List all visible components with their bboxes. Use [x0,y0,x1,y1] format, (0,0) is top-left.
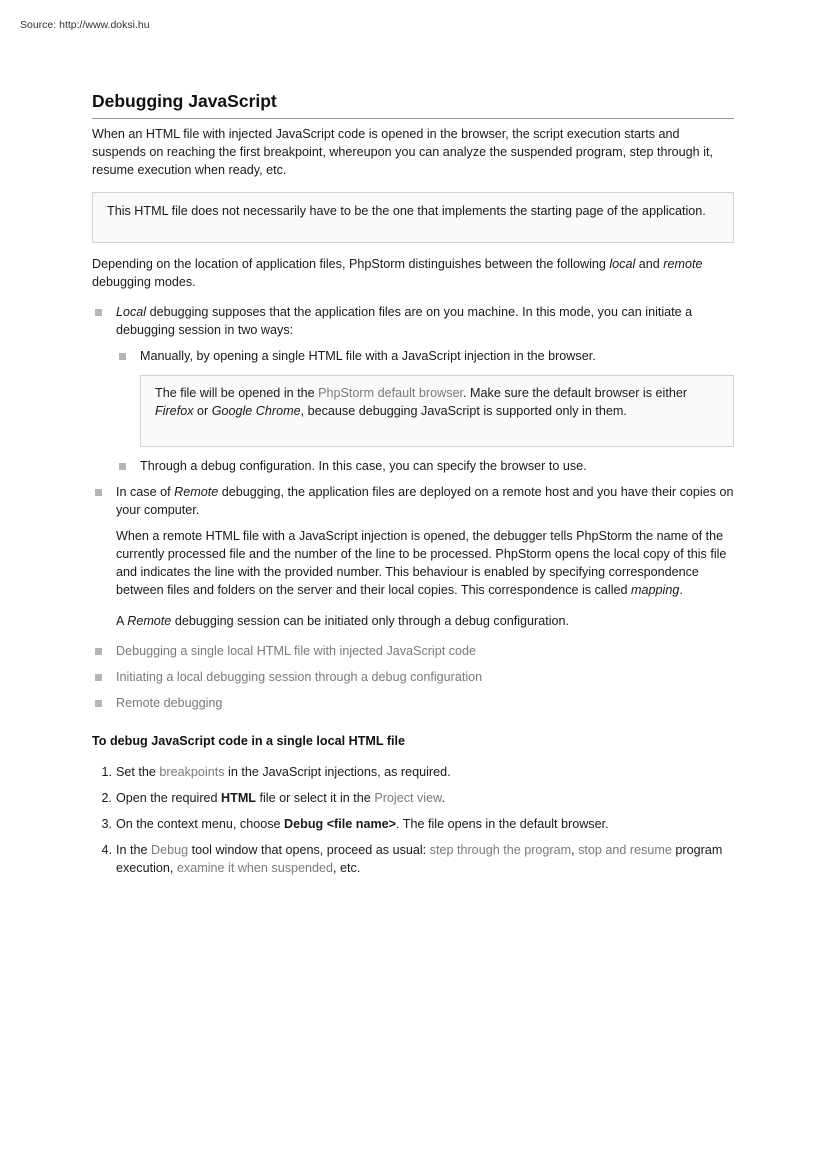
step-text: program execution, [116,843,723,875]
document-page [92,90,734,885]
source-caption: Source: http://www.doksi.hu [20,19,150,31]
procedure-heading: To debug JavaScript code in a single local HTML file [92,734,406,748]
browser-note-box [140,375,734,447]
step-text: On the context menu, choose [116,817,285,831]
step-text: file or select it in the [256,791,375,805]
breakpoints-link[interactable]: breakpoints [159,765,225,779]
step-text: In the [116,843,152,857]
square-bullet-icon [95,648,102,655]
remote-paragraph-1 [116,527,734,599]
modes-paragraph [92,255,734,291]
step-text: in the JavaScript injections, as required. [224,765,451,779]
remote-para1-end: . [679,583,683,597]
remote-para1-text: When a remote HTML file with a JavaScript injection is opened, the debugger tells PhpStorm the name of the currently processed file and the number of the line to be processed. PhpStorm opens the local copy of this file and indicates the line with the provided number. This behaviour is enabled by specifying correspondence between files and folders on the server and their local copies. This correspondence is called [116,529,727,597]
link-local-session-config[interactable]: Initiating a local debugging session through a debug configuration [116,670,483,684]
default-browser-link[interactable]: PhpStorm default browser [318,386,464,400]
browser-note-text3: , because debugging JavaScript is supported only in them. [300,404,627,418]
list-item-remote [92,483,734,630]
browser-note-text: The file will be opened in the [155,386,319,400]
remote-item-term: Remote [174,485,219,499]
debug-window-link[interactable]: Debug [151,843,189,857]
procedure-steps [92,763,734,877]
modes-list [92,303,734,630]
link-item [92,642,734,660]
modes-text: Depending on the location of application files, PhpStorm distinguishes between the following [92,257,610,271]
browser-note-text2: . Make sure the default browser is either [463,386,688,400]
firefox-term: Firefox [155,404,194,418]
remote-paragraph-2 [116,612,734,630]
project-view-link[interactable]: Project view [374,791,442,805]
sub-item-manual [116,347,734,447]
note-text: This HTML file does not necessarily have to be the one that implements the starting page of the application. [107,204,706,218]
link-debug-single-file[interactable]: Debugging a single local HTML file with injected JavaScript code [116,644,477,658]
square-bullet-icon [95,489,102,496]
debug-command-term: Debug <file name> [284,817,397,831]
examine-suspended-link[interactable]: examine it when suspended [176,861,334,875]
modes-and: and [635,257,664,271]
remote-item-pre: In case of [116,485,175,499]
chrome-term: Google Chrome [211,404,301,418]
sub-item-config [116,457,734,475]
remote-term: remote [663,257,703,271]
html-term: HTML [221,791,257,805]
local-item-term: Local [116,305,147,319]
local-term: local [609,257,636,271]
step-number: 2. [101,791,112,805]
related-links [92,642,734,712]
mapping-term: mapping [631,583,680,597]
square-bullet-icon [95,700,102,707]
step-item [92,841,734,877]
square-bullet-icon [119,353,126,360]
step-through-link[interactable]: step through the program [429,843,572,857]
stop-resume-link[interactable]: stop and resume [578,843,672,857]
square-bullet-icon [119,463,126,470]
page-title: Debugging JavaScript [92,90,734,119]
remote-item-text: debugging, the application files are deployed on a remote host and you have their copies on your computer. [116,485,734,517]
step-item [92,789,734,807]
remote-para2-pre: A [116,614,128,628]
note-box [92,192,734,243]
step-number: 1. [101,765,112,779]
step-number: 4. [101,843,112,857]
list-item-local [92,303,734,475]
step-text: . [441,791,446,805]
step-number: 3. [101,817,112,831]
step-text: tool window that opens, proceed as usual: [188,843,430,857]
modes-after: debugging modes. [92,275,196,289]
step-text: , etc. [333,861,361,875]
step-item [92,763,734,781]
step-text: , [571,843,579,857]
local-item-text: debugging supposes that the application files are on you machine. In this mode, you can initiate a debugging session in two ways: [116,305,693,337]
remote-para2-text: debugging session can be initiated only through a debug configuration. [171,614,570,628]
sub-item-config-text: Through a debug configuration. In this case, you can specify the browser to use. [140,459,587,473]
step-text: . The file opens in the default browser. [396,817,609,831]
link-item [92,668,734,686]
sub-item-manual-text: Manually, by opening a single HTML file with a JavaScript injection in the browser. [140,349,596,363]
square-bullet-icon [95,309,102,316]
link-remote-debugging[interactable]: Remote debugging [116,696,223,710]
intro-paragraph: When an HTML file with injected JavaScript code is opened in the browser, the script execution starts and suspends on reaching the first breakpoint, whereupon you can analyze the suspended program, step through it, resume execution when ready, etc. [92,127,713,177]
step-text: Set the [116,765,160,779]
browser-note-or: or [193,404,212,418]
step-item [92,815,734,833]
link-item [92,694,734,712]
square-bullet-icon [95,674,102,681]
local-sub-list [116,347,734,475]
step-text: Open the required [116,791,222,805]
remote-para2-term: Remote [127,614,172,628]
